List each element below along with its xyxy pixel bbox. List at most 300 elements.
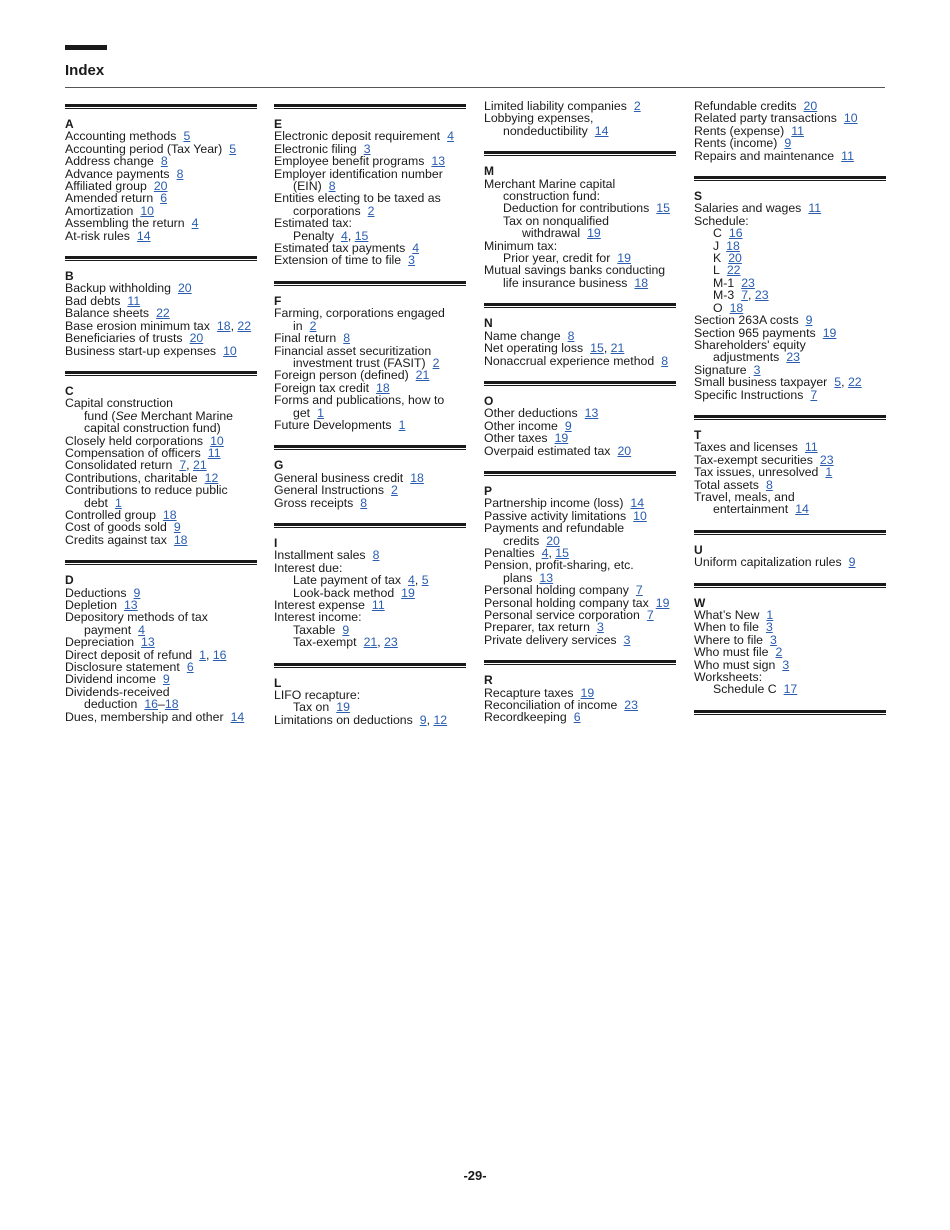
entry-text: Credits against tax xyxy=(65,532,167,547)
page-link[interactable]: 11 xyxy=(207,445,221,460)
page-link[interactable]: 3 xyxy=(408,253,415,268)
entry-text: Penalty xyxy=(293,228,335,243)
page-link[interactable]: 20 xyxy=(617,443,632,458)
page-link[interactable]: 4 xyxy=(138,622,146,637)
index-entry xyxy=(274,497,466,509)
entry-text: Tax on nonqualified xyxy=(503,213,609,228)
entry-text: Employee benefit programs xyxy=(274,154,425,169)
section-divider xyxy=(274,445,466,450)
page-link[interactable]: 11 xyxy=(791,123,804,138)
page-link[interactable]: 8 xyxy=(372,548,380,563)
entry-text: Where to file xyxy=(694,632,764,647)
entry-text: Personal service corporation xyxy=(484,608,640,622)
page-link[interactable]: 8 xyxy=(343,331,351,346)
page-link[interactable]: 22 xyxy=(156,306,170,321)
entry-text: O xyxy=(713,300,723,315)
page-link[interactable]: 19 xyxy=(336,700,350,715)
page-link[interactable]: 19 xyxy=(401,585,415,600)
page-link[interactable]: 4 xyxy=(541,545,549,560)
entry-text: Penalties xyxy=(484,545,535,560)
section-letter: C xyxy=(65,383,74,398)
entry-text: M-1 xyxy=(713,275,735,290)
section-letter: M xyxy=(484,164,494,179)
page-link[interactable]: 8 xyxy=(360,495,368,510)
entry-text: General Instructions xyxy=(274,483,385,498)
entry-text: LIFO recapture: xyxy=(274,688,361,703)
index-entry xyxy=(484,634,676,646)
section-letter: U xyxy=(694,542,703,557)
entry-text: Private delivery services xyxy=(484,632,617,647)
index-section xyxy=(484,100,676,137)
page-link[interactable]: 18 xyxy=(216,318,231,333)
section-divider xyxy=(65,560,257,565)
index-column-3 xyxy=(484,100,676,724)
index-entry xyxy=(694,683,886,695)
page-link[interactable]: 9 xyxy=(133,585,141,600)
entry-text: When to file xyxy=(694,620,759,635)
page-link[interactable]: 15 xyxy=(590,341,604,356)
page-link[interactable]: 3 xyxy=(770,632,777,647)
page-link[interactable]: 9 xyxy=(419,712,427,727)
page-link[interactable]: 8 xyxy=(160,154,168,169)
page-link[interactable]: 23 xyxy=(624,698,638,713)
index-section xyxy=(65,256,257,357)
index-section xyxy=(484,303,676,367)
page-link[interactable]: 20 xyxy=(803,99,818,113)
entry-text: J xyxy=(713,238,720,253)
index-section xyxy=(274,281,466,431)
page-link[interactable]: 10 xyxy=(223,343,237,358)
entry-text: Final return xyxy=(274,331,337,346)
page-link[interactable]: 2 xyxy=(391,483,398,498)
page-link[interactable]: 9 xyxy=(784,136,792,151)
page-link[interactable]: 8 xyxy=(765,477,773,492)
page-link[interactable]: 19 xyxy=(822,325,837,340)
page-link[interactable]: 1 xyxy=(398,417,406,432)
page-link[interactable]: 2 xyxy=(775,645,783,660)
page-link[interactable]: 19 xyxy=(617,251,631,266)
page-link[interactable]: 1 xyxy=(199,647,206,662)
section-divider xyxy=(694,583,886,588)
page-link[interactable]: 13 xyxy=(123,598,138,612)
index-entry: Base erosion minimum tax 18, 22 xyxy=(65,318,252,333)
page-link[interactable]: 8 xyxy=(176,166,184,181)
entry-text: Who must file xyxy=(694,645,769,660)
entry-text: Tax on xyxy=(293,700,330,715)
page-link[interactable]: 13 xyxy=(141,635,155,650)
page-link[interactable]: 7 xyxy=(646,608,654,622)
section-divider xyxy=(484,660,676,665)
page-link[interactable]: 18 xyxy=(729,300,744,315)
entry-text: Interest income: xyxy=(274,610,362,625)
page-link[interactable]: 19 xyxy=(587,226,601,241)
page-link[interactable]: 10 xyxy=(633,508,647,523)
section-divider xyxy=(694,176,886,181)
index-section xyxy=(484,151,676,289)
page-link[interactable]: 18 xyxy=(726,238,740,253)
page-link[interactable]: 14 xyxy=(230,709,245,724)
page-link[interactable]: 20 xyxy=(177,281,192,296)
entry-text: Amended return xyxy=(65,191,154,206)
entry-text: M-3 xyxy=(713,288,735,303)
page-link[interactable]: 3 xyxy=(765,620,773,635)
index-entry xyxy=(274,307,466,319)
entry-text: Entities electing to be taxed as xyxy=(274,191,441,206)
page-link[interactable]: 3 xyxy=(753,362,761,377)
entry-text: Future Developments xyxy=(274,417,392,432)
index-section xyxy=(484,381,676,457)
entry-text: Worksheets: xyxy=(694,670,763,685)
entry-text: Taxable xyxy=(293,622,336,637)
entry-text: Cost of goods sold xyxy=(65,520,167,535)
page-link[interactable]: 4 xyxy=(408,573,415,588)
entry-text: Name change xyxy=(484,328,561,343)
page-link[interactable]: 9 xyxy=(805,313,813,328)
entry-text: Travel, meals, and xyxy=(694,489,795,504)
page-link[interactable]: 6 xyxy=(573,710,581,725)
page-link[interactable]: 13 xyxy=(539,570,554,585)
entry-text: Schedule C xyxy=(713,682,777,697)
page-link[interactable]: 16 xyxy=(212,647,227,662)
entry-text: credits xyxy=(503,533,540,548)
entry-text: investment trust (FASIT) xyxy=(293,355,426,370)
index-entry: deduction 16–18 xyxy=(84,697,179,712)
page-link[interactable]: 11 xyxy=(841,148,854,163)
page-link[interactable]: 5 xyxy=(183,129,191,144)
entry-text: Who must sign xyxy=(694,657,776,672)
entry-text: Forms and publications, how to xyxy=(274,393,445,408)
entry-text: See xyxy=(115,408,138,423)
page-link[interactable]: 5 xyxy=(229,141,237,156)
index-column-2 xyxy=(274,100,466,726)
entry-text: Prior year, credit for xyxy=(503,251,611,266)
page-link[interactable]: 23 xyxy=(741,275,755,290)
section-letter: B xyxy=(65,269,74,284)
page-link[interactable]: 7 xyxy=(179,458,187,473)
index-section xyxy=(694,530,886,569)
entry-text: Base erosion minimum tax xyxy=(65,318,210,333)
index-entry xyxy=(65,711,257,723)
page-link[interactable]: 17 xyxy=(783,682,798,697)
entry-text: Accounting period (Tax Year) xyxy=(65,141,223,156)
entry-text: Backup withholding xyxy=(65,281,171,296)
section-divider xyxy=(694,415,886,420)
index-entry xyxy=(65,230,257,242)
page-link[interactable]: 18 xyxy=(410,470,424,485)
entry-text: Specific Instructions xyxy=(694,387,804,402)
page-link[interactable]: 9 xyxy=(564,418,572,433)
page-link[interactable]: 15 xyxy=(555,545,569,560)
page-link[interactable]: 13 xyxy=(431,154,446,169)
page-link[interactable]: 3 xyxy=(596,620,604,635)
entry-text: Other taxes xyxy=(484,431,548,446)
entry-text: deduction xyxy=(84,697,138,712)
entry-text: plans xyxy=(503,570,533,585)
entry-text: Salaries and wages xyxy=(694,201,802,216)
page-link[interactable]: 7 xyxy=(741,288,749,303)
entry-text: Electronic filing xyxy=(274,141,357,156)
page-link[interactable]: 15 xyxy=(656,201,670,216)
section-divider xyxy=(65,256,257,261)
page-link[interactable]: 6 xyxy=(186,660,194,675)
entry-text: Merchant Marine capital xyxy=(484,176,616,191)
section-divider xyxy=(274,281,466,286)
index-entry: M-3 7, 23 xyxy=(713,288,769,303)
section-letter: O xyxy=(484,393,494,408)
page-link[interactable]: 15 xyxy=(354,228,369,243)
page-link[interactable]: 2 xyxy=(633,99,641,113)
section-letter: E xyxy=(274,117,283,131)
page-link[interactable]: 16 xyxy=(144,697,159,712)
index-entry xyxy=(694,227,886,239)
page-link[interactable]: 23 xyxy=(819,452,834,467)
page-link[interactable]: 9 xyxy=(342,622,350,637)
section-letter: G xyxy=(274,458,284,473)
page-link[interactable]: 20 xyxy=(546,533,560,548)
entry-text: Farming, corporations engaged xyxy=(274,306,445,321)
page-link[interactable]: 8 xyxy=(661,353,669,368)
page-link[interactable]: 8 xyxy=(328,179,336,194)
section-divider xyxy=(484,471,676,476)
page-link[interactable]: 9 xyxy=(173,520,181,535)
section-letter: W xyxy=(694,595,706,610)
entry-text: Bad debts xyxy=(65,293,121,308)
page-link[interactable]: 7 xyxy=(635,583,643,598)
entry-text: Electronic deposit requirement xyxy=(274,129,441,144)
entry-text: Consolidated return xyxy=(65,458,173,473)
page-link[interactable]: 18 xyxy=(634,275,649,290)
index-entry: Penalty 4, 15 xyxy=(293,228,369,243)
entry-text: Gross receipts xyxy=(274,495,354,510)
entry-text: Installment sales xyxy=(274,548,366,563)
entry-text: corporations xyxy=(293,203,361,218)
entry-text: Beneficiaries of trusts xyxy=(65,331,183,346)
entry-text: Tax issues, unresolved xyxy=(694,465,819,480)
section-letter: T xyxy=(694,427,702,442)
page-link[interactable]: 1 xyxy=(114,495,122,510)
page-link[interactable]: 22 xyxy=(847,375,862,390)
page-link[interactable]: 7 xyxy=(810,387,818,402)
entry-text: Dividend income xyxy=(65,672,156,687)
entry-text: Capital construction xyxy=(65,396,173,411)
index-section xyxy=(274,445,466,509)
entry-text: Contributions, charitable xyxy=(65,470,198,485)
entry-text: Assembling the return xyxy=(65,216,185,231)
entry-text: Tax-exempt xyxy=(293,635,357,650)
entry-text: Small business taxpayer xyxy=(694,375,828,390)
page-link[interactable]: 4 xyxy=(191,216,199,231)
section-divider xyxy=(484,303,676,308)
header-rule-bar xyxy=(65,45,107,50)
page-link[interactable]: 4 xyxy=(341,228,348,243)
page-link[interactable]: 23 xyxy=(754,288,769,303)
entry-text: Estimated tax payments xyxy=(274,241,406,256)
page-link[interactable]: 4 xyxy=(412,241,420,256)
entry-text: Overpaid estimated tax xyxy=(484,443,611,458)
section-divider xyxy=(484,151,676,156)
section-divider xyxy=(274,523,466,528)
entry-text: Recordkeeping xyxy=(484,710,567,725)
page-link[interactable]: 18 xyxy=(164,697,179,712)
entry-text: Personal holding company tax xyxy=(484,595,649,610)
page-link[interactable]: 23 xyxy=(786,350,800,365)
column-end-divider xyxy=(694,710,886,715)
entry-text: Late payment of tax xyxy=(293,573,402,588)
title-divider xyxy=(65,87,885,88)
entry-text: Affiliated group xyxy=(65,179,147,194)
entry-text: debt xyxy=(84,495,108,510)
entry-text: Depletion xyxy=(65,598,117,612)
page-link[interactable]: 2 xyxy=(309,318,317,333)
index-section xyxy=(484,471,676,646)
index-entry xyxy=(694,252,886,264)
page-link[interactable]: 10 xyxy=(140,203,155,218)
page-link[interactable]: 3 xyxy=(782,657,790,672)
page-link[interactable]: 21 xyxy=(363,635,378,650)
entry-text: Recapture taxes xyxy=(484,685,574,700)
page-link[interactable]: 6 xyxy=(160,191,168,206)
index-entry xyxy=(65,345,257,357)
index-section xyxy=(694,100,886,162)
entry-text: Closely held corporations xyxy=(65,433,204,448)
entry-text: Foreign tax credit xyxy=(274,380,370,395)
entry-text: Estimated tax: xyxy=(274,216,352,231)
entry-text: Employer identification number xyxy=(274,166,443,181)
page-link[interactable]: 13 xyxy=(584,406,599,421)
index-entry xyxy=(484,125,676,137)
section-letter: P xyxy=(484,483,493,498)
page-link[interactable]: 14 xyxy=(136,228,151,243)
page-link[interactable]: 1 xyxy=(317,405,324,420)
page-link[interactable]: 21 xyxy=(610,341,625,356)
entry-text: Partnership income (loss) xyxy=(484,496,624,511)
page-link[interactable]: 18 xyxy=(173,532,188,547)
index-section xyxy=(694,176,886,401)
entry-text: Interest expense xyxy=(274,598,365,612)
entry-text: Depreciation xyxy=(65,635,135,650)
index-entry: Consolidated return 7, 21 xyxy=(65,458,207,473)
page-link[interactable]: 14 xyxy=(594,123,609,138)
page-link[interactable]: 19 xyxy=(580,685,595,700)
section-letter: F xyxy=(274,293,282,308)
page-link[interactable]: 20 xyxy=(728,251,742,266)
entry-text: Look-back method xyxy=(293,585,395,600)
page-link[interactable]: 11 xyxy=(804,440,818,455)
entry-text: Section 263A costs xyxy=(694,313,799,328)
page-number: -29- xyxy=(463,1168,487,1183)
page-link[interactable]: 9 xyxy=(162,672,170,687)
page-link[interactable]: 14 xyxy=(630,496,645,511)
page-link[interactable]: 18 xyxy=(162,507,177,522)
entry-text: What’s New xyxy=(694,608,760,622)
page-link[interactable]: 1 xyxy=(825,465,833,480)
page-link[interactable]: 3 xyxy=(363,141,371,156)
index-entry xyxy=(484,445,676,457)
index-entry xyxy=(274,254,466,266)
page-link[interactable]: 4 xyxy=(447,129,454,144)
entry-text: Dues, membership and other xyxy=(65,709,224,724)
entry-text: Dividends-received xyxy=(65,684,170,699)
entry-text: Limitations on deductions xyxy=(274,712,413,727)
index-section xyxy=(65,560,257,723)
page-link[interactable]: 14 xyxy=(795,502,809,517)
section-letter: N xyxy=(484,316,493,331)
page-link[interactable]: 10 xyxy=(210,433,224,448)
page-link[interactable]: 11 xyxy=(808,201,822,216)
index-entry: Direct deposit of refund 1, 16 xyxy=(65,647,227,662)
page-link[interactable]: 23 xyxy=(384,635,398,650)
page-link[interactable]: 19 xyxy=(655,595,670,610)
page-link[interactable]: 19 xyxy=(554,431,569,446)
entry-text: Disclosure statement xyxy=(65,660,180,675)
page-link[interactable]: 21 xyxy=(415,368,430,383)
page-link[interactable]: 18 xyxy=(376,380,390,395)
section-divider xyxy=(274,104,466,109)
page-link[interactable]: 22 xyxy=(726,263,741,278)
page-link[interactable]: 3 xyxy=(623,632,631,647)
index-section xyxy=(274,663,466,727)
page-link[interactable]: 1 xyxy=(766,608,774,622)
section-letter: L xyxy=(274,675,282,690)
index-section xyxy=(694,583,886,696)
page-link[interactable]: 22 xyxy=(237,318,252,333)
entry-text: L xyxy=(713,263,720,278)
entry-text: Other deductions xyxy=(484,406,578,421)
page-link[interactable]: 12 xyxy=(204,470,219,485)
page-link[interactable]: 2 xyxy=(367,203,375,218)
entry-text: Rents (expense) xyxy=(694,123,785,138)
index-section xyxy=(274,523,466,649)
page-link[interactable]: 2 xyxy=(432,355,440,370)
page-link[interactable]: 10 xyxy=(843,111,858,126)
page-link[interactable]: 11 xyxy=(127,293,141,308)
entry-text: Schedule: xyxy=(694,213,749,228)
page-link[interactable]: 5 xyxy=(421,573,429,588)
entry-text: nondeductibility xyxy=(503,123,588,138)
section-divider xyxy=(274,663,466,668)
index-entry: Late payment of tax 4, 5 xyxy=(293,573,429,588)
page-link[interactable]: 21 xyxy=(193,458,207,473)
entry-text: Foreign person (defined) xyxy=(274,368,409,383)
page-link[interactable]: 5 xyxy=(834,375,842,390)
page-link[interactable]: 11 xyxy=(371,598,385,612)
section-divider xyxy=(65,371,257,376)
index-entry xyxy=(694,240,886,252)
index-entry xyxy=(484,711,676,723)
index-entry: Net operating loss 15, 21 xyxy=(484,341,625,356)
page-link[interactable]: 16 xyxy=(728,226,743,241)
page-link[interactable]: 8 xyxy=(567,328,575,343)
entry-text: Personal holding company xyxy=(484,583,629,598)
entry-text: Interest due: xyxy=(274,560,343,575)
entry-text: Depository methods of tax xyxy=(65,610,208,625)
page-link[interactable]: 20 xyxy=(153,179,168,194)
entry-text: Uniform capitalization rules xyxy=(694,555,842,570)
index-entry xyxy=(694,556,886,568)
page-link[interactable]: 12 xyxy=(433,712,448,727)
entry-text: Lobbying expenses, xyxy=(484,111,594,126)
entry-text: (EIN) xyxy=(293,179,322,194)
entry-text: Reconciliation of income xyxy=(484,698,618,713)
entry-text: Pension, profit-sharing, etc. xyxy=(484,558,634,573)
entry-text: entertainment xyxy=(713,502,789,517)
section-divider xyxy=(65,104,257,109)
entry-text: C xyxy=(713,226,722,241)
entry-text: Accounting methods xyxy=(65,129,177,144)
page-link[interactable]: 9 xyxy=(848,555,856,570)
entry-text: Preparer, tax return xyxy=(484,620,590,635)
page-link[interactable]: 20 xyxy=(189,331,204,346)
